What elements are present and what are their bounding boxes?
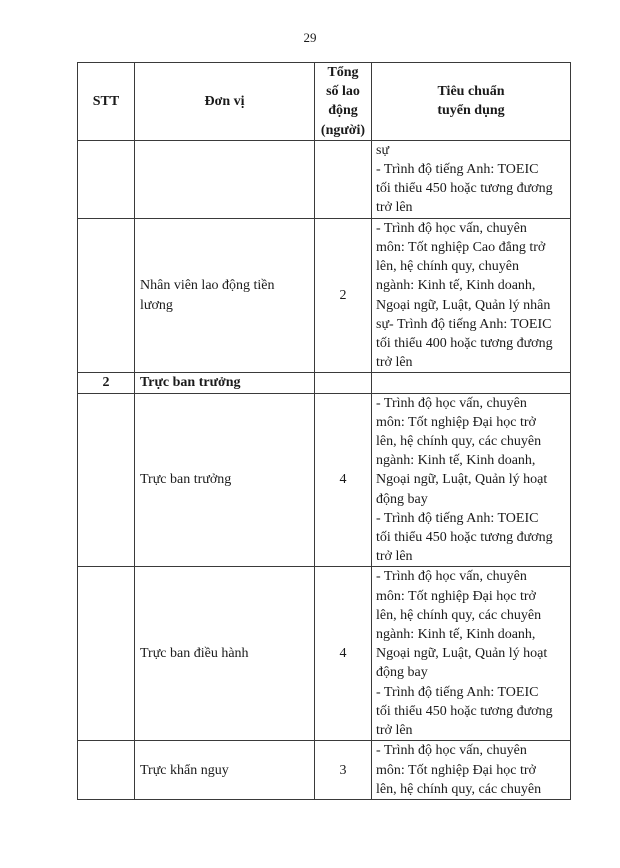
cell-worker-count: 4 xyxy=(315,567,372,741)
criteria-line: - Trình độ tiếng Anh: TOEIC xyxy=(376,162,539,178)
criteria-line: ngành: Kinh tế, Kinh doanh, xyxy=(376,453,536,469)
criteria-line: sự xyxy=(376,142,390,158)
cell-criteria xyxy=(372,741,571,800)
cell-unit xyxy=(135,567,315,741)
section-row xyxy=(78,373,571,393)
criteria-line: tối thiểu 400 hoặc tương đương xyxy=(376,336,553,352)
cell-worker-count: 3 xyxy=(315,741,372,800)
cell-worker-count: 2 xyxy=(315,218,372,373)
cell-stt xyxy=(78,218,135,373)
table-row xyxy=(78,741,571,800)
criteria-line: - Trình độ học vấn, chuyên xyxy=(376,569,527,585)
header-total-workers: Tổng số lao động (người) xyxy=(315,63,372,141)
cell-stt xyxy=(78,741,135,800)
criteria-line: Ngoại ngữ, Luật, Quản lý hoạt xyxy=(376,646,548,662)
cell-unit xyxy=(135,741,315,800)
criteria-line: lên, hệ chính quy, các chuyên xyxy=(376,607,542,623)
cell-worker-count xyxy=(315,373,372,393)
criteria-line: tối thiểu 450 hoặc tương đương xyxy=(376,181,553,197)
cell-criteria xyxy=(372,567,571,741)
criteria-line: Ngoại ngữ, Luật, Quản lý hoạt xyxy=(376,472,548,488)
criteria-line: tối thiểu 450 hoặc tương đương xyxy=(376,530,553,546)
criteria-line: sự- Trình độ tiếng Anh: TOEIC xyxy=(376,316,552,332)
header-unit: Đơn vị xyxy=(135,63,315,141)
criteria-line: - Trình độ học vấn, chuyên xyxy=(376,743,527,759)
cell-worker-count: 4 xyxy=(315,393,372,567)
unit-line: Trực ban trưởng xyxy=(140,375,241,391)
table-header-row xyxy=(78,63,571,141)
cell-unit xyxy=(135,373,315,393)
criteria-line: ngành: Kinh tế, Kinh doanh, xyxy=(376,278,536,294)
table-row xyxy=(78,140,571,218)
cell-unit xyxy=(135,140,315,218)
header-criteria: Tiêu chuẩn tuyển dụng xyxy=(372,63,571,141)
unit-line: Trực ban điều hành xyxy=(140,646,249,662)
criteria-line: động bay xyxy=(376,491,428,507)
criteria-line: tối thiểu 450 hoặc tương đương xyxy=(376,703,553,719)
table-body xyxy=(78,140,571,799)
criteria-line: - Trình độ tiếng Anh: TOEIC xyxy=(376,684,539,700)
criteria-line: môn: Tốt nghiệp Cao đẳng trở xyxy=(376,240,546,256)
criteria-line: ngành: Kinh tế, Kinh doanh, xyxy=(376,627,536,643)
criteria-line: môn: Tốt nghiệp Đại học trở xyxy=(376,588,536,604)
criteria-line: động bay xyxy=(376,665,428,681)
page-number: 29 xyxy=(303,30,317,45)
criteria-line: - Trình độ tiếng Anh: TOEIC xyxy=(376,510,539,526)
recruitment-table xyxy=(77,62,571,800)
table-row xyxy=(78,393,571,567)
unit-line: Trực khẩn nguy xyxy=(140,762,229,778)
cell-unit xyxy=(135,218,315,373)
criteria-line: lên, hệ chính quy, các chuyên xyxy=(376,434,542,450)
cell-stt: 2 xyxy=(78,373,135,393)
criteria-line: môn: Tốt nghiệp Đại học trở xyxy=(376,762,536,778)
criteria-line: trở lên xyxy=(376,355,413,371)
criteria-line: Ngoại ngữ, Luật, Quản lý nhân xyxy=(376,297,551,313)
criteria-line: - Trình độ học vấn, chuyên xyxy=(376,220,527,236)
cell-unit xyxy=(135,393,315,567)
cell-stt xyxy=(78,393,135,567)
criteria-line: - Trình độ học vấn, chuyên xyxy=(376,395,527,411)
criteria-line: trở lên xyxy=(376,200,413,216)
cell-stt xyxy=(78,567,135,741)
cell-stt xyxy=(78,140,135,218)
cell-criteria xyxy=(372,218,571,373)
table-row xyxy=(78,218,571,373)
criteria-line: trở lên xyxy=(376,723,413,739)
cell-criteria xyxy=(372,393,571,567)
criteria-line: lên, hệ chính quy, các chuyên xyxy=(376,781,542,797)
cell-worker-count xyxy=(315,140,372,218)
unit-line: lương xyxy=(140,297,173,313)
criteria-line: trở lên xyxy=(376,549,413,565)
cell-criteria xyxy=(372,140,571,218)
unit-line: Nhân viên lao động tiền xyxy=(140,278,275,294)
criteria-line: môn: Tốt nghiệp Đại học trở xyxy=(376,414,536,430)
cell-criteria xyxy=(372,373,571,393)
unit-line: Trực ban trưởng xyxy=(140,472,232,488)
criteria-line: lên, hệ chính quy, chuyên xyxy=(376,259,519,275)
header-stt: STT xyxy=(78,63,135,141)
table-row xyxy=(78,567,571,741)
